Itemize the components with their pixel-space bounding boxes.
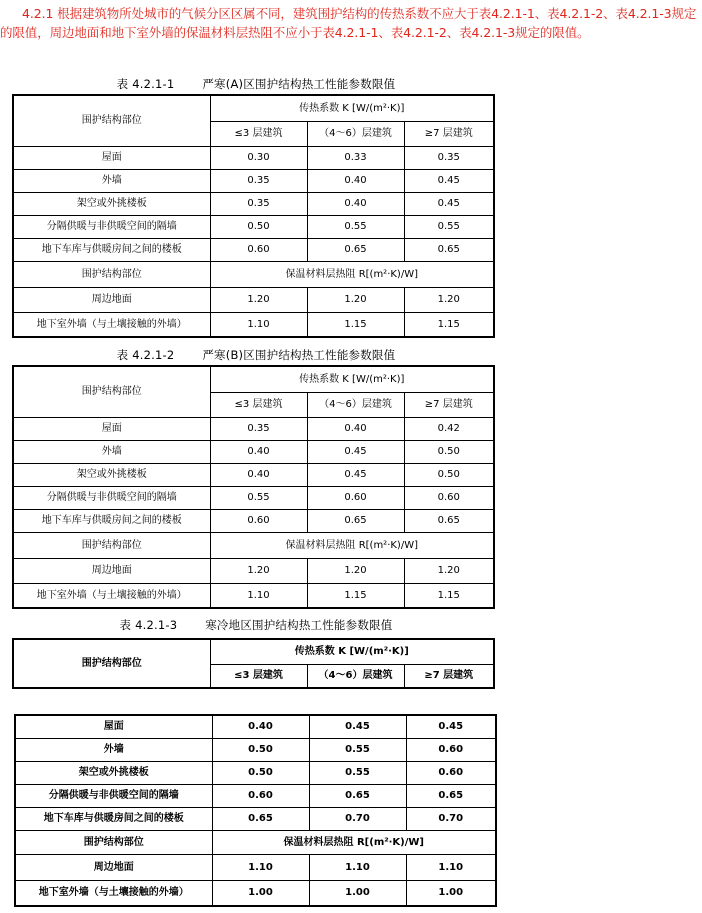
table1-caption [10,77,502,91]
table2-row-label: 地下室外墙（与土壤接触的外墙） [13,583,210,608]
table1-row-label: 地下车库与供暖房间之间的楼板 [13,238,210,261]
table3-cell: 0.70 [406,807,496,830]
table1-k-header: 传热系数 K [W/(m²·K)] [210,95,494,121]
table3-row-label: 外墙 [15,738,212,761]
table2-cell: 0.60 [404,486,494,509]
table3-cell: 0.65 [212,807,309,830]
table2-cell: 0.60 [307,486,404,509]
table1-cell: 0.40 [307,192,404,215]
table3-cell: 0.65 [309,784,406,807]
table2-subheader-1: ≤3 层建筑 [210,392,307,417]
table2-cell: 0.40 [307,417,404,440]
table2-cell: 0.40 [210,440,307,463]
table2-cell: 1.20 [404,558,494,583]
table2-subheader-2: （4～6）层建筑 [307,392,404,417]
table1-cell: 1.20 [210,287,307,312]
table1-cell: 0.35 [210,192,307,215]
table1-subheader-2: （4～6）层建筑 [307,121,404,146]
table2-cell: 0.35 [210,417,307,440]
table1-row-label: 分隔供暖与非供暖空间的隔墙 [13,215,210,238]
table2-cell: 0.65 [307,509,404,532]
table3-body [14,714,497,907]
table1-cell: 0.50 [210,215,307,238]
table1-cell: 0.45 [404,169,494,192]
table2-part-header: 围护结构部位 [13,366,210,417]
table1-cell: 1.20 [307,287,404,312]
table2-cell: 0.42 [404,417,494,440]
table3-cell: 0.65 [406,784,496,807]
table1-cell: 0.60 [210,238,307,261]
table3-cell: 1.10 [309,854,406,880]
table2-row-label: 周边地面 [13,558,210,583]
table1-row-label: 周边地面 [13,287,210,312]
table2-caption-number: 表 4.2.1-2 [116,348,175,362]
table2-row-label: 分隔供暖与非供暖空间的隔墙 [13,486,210,509]
table3-row-label: 地下室外墙（与土壤接触的外墙） [15,880,212,906]
table3-part-header: 围护结构部位 [13,639,210,688]
table1-r-header: 保温材料层热阻 R[(m²·K)/W] [210,261,494,287]
table1-cell: 0.30 [210,146,307,169]
table1-r-part-header: 围护结构部位 [13,261,210,287]
table2-r-part-header: 围护结构部位 [13,532,210,558]
table3-cell: 1.10 [406,854,496,880]
table3-cell: 0.55 [309,738,406,761]
table3-cell: 0.45 [309,715,406,738]
table3-header [12,638,495,689]
table1-cell: 0.33 [307,146,404,169]
table2-cell: 1.15 [404,583,494,608]
table3-caption-title: 寒冷地区围护结构热工性能参数限值 [205,618,393,632]
table3-cell: 0.60 [212,784,309,807]
table2-row-label: 屋面 [13,417,210,440]
table3-cell: 0.40 [212,715,309,738]
table3-row-label: 周边地面 [15,854,212,880]
table3-row-label: 架空或外挑楼板 [15,761,212,784]
table1-row-label: 地下室外墙（与土壤接触的外墙） [13,312,210,337]
table1-cell: 1.10 [210,312,307,337]
table3-row-label: 分隔供暖与非供暖空间的隔墙 [15,784,212,807]
table1-cell: 0.55 [307,215,404,238]
table1-cell: 0.40 [307,169,404,192]
table3-caption-number: 表 4.2.1-3 [119,618,178,632]
table3-cell: 0.50 [212,761,309,784]
table2-r-header: 保温材料层热阻 R[(m²·K)/W] [210,532,494,558]
table1-subheader-3: ≥7 层建筑 [404,121,494,146]
table1-cell: 0.65 [404,238,494,261]
table3-cell: 0.55 [309,761,406,784]
table1-row-label: 屋面 [13,146,210,169]
table3-cell: 0.60 [406,738,496,761]
table1-cell: 0.45 [404,192,494,215]
table2-cell: 0.55 [210,486,307,509]
table2-cell: 0.50 [404,463,494,486]
table3-r-header: 保温材料层热阻 R[(m²·K)/W] [212,830,496,854]
table3-k-header: 传热系数 K [W/(m²·K)] [210,639,494,664]
table1-part-header: 围护结构部位 [13,95,210,146]
table3-cell: 1.10 [212,854,309,880]
table3-row-label: 屋面 [15,715,212,738]
table2-cell: 1.10 [210,583,307,608]
table2-cell: 1.20 [307,558,404,583]
table3-subheader-1: ≤3 层建筑 [210,664,307,688]
table1-cell: 1.20 [404,287,494,312]
table3-row-label: 地下车库与供暖房间之间的楼板 [15,807,212,830]
table3-cell: 0.45 [406,715,496,738]
table1-caption-number: 表 4.2.1-1 [116,77,175,91]
table1-row-label: 外墙 [13,169,210,192]
table3-cell: 1.00 [406,880,496,906]
table3-cell: 0.70 [309,807,406,830]
table3-subheader-2: （4～6）层建筑 [307,664,404,688]
table3-subheader-3: ≥7 层建筑 [404,664,494,688]
table2-cell: 0.40 [210,463,307,486]
table3-cell: 0.60 [406,761,496,784]
table2-cell: 0.65 [404,509,494,532]
table2-row-label: 架空或外挑楼板 [13,463,210,486]
table2-cell: 0.45 [307,440,404,463]
table3-cell: 1.00 [212,880,309,906]
table1 [12,94,495,338]
table3-cell: 0.50 [212,738,309,761]
table2-row-label: 地下车库与供暖房间之间的楼板 [13,509,210,532]
table2-cell: 0.45 [307,463,404,486]
table2-cell: 0.60 [210,509,307,532]
table2-caption-title: 严寒(B)区围护结构热工性能参数限值 [202,348,396,362]
table2-k-header: 传热系数 K [W/(m²·K)] [210,366,494,392]
table3-caption [10,618,502,632]
table2-cell: 1.20 [210,558,307,583]
table2-subheader-3: ≥7 层建筑 [404,392,494,417]
table1-cell: 0.55 [404,215,494,238]
table2-cell: 1.15 [307,583,404,608]
table1-subheader-1: ≤3 层建筑 [210,121,307,146]
table1-row-label: 架空或外挑楼板 [13,192,210,215]
table1-cell: 1.15 [307,312,404,337]
table2-caption [10,348,502,362]
table3-r-part-header: 围护结构部位 [15,830,212,854]
table1-cell: 0.35 [210,169,307,192]
table3-cell: 1.00 [309,880,406,906]
table1-cell: 0.65 [307,238,404,261]
table1-caption-title: 严寒(A)区围护结构热工性能参数限值 [202,77,396,91]
table2-cell: 0.50 [404,440,494,463]
table2 [12,365,495,609]
table1-cell: 0.35 [404,146,494,169]
table2-row-label: 外墙 [13,440,210,463]
table1-cell: 1.15 [404,312,494,337]
intro-paragraph: 4.2.1 根据建筑物所处城市的气候分区区属不同，建筑围护结构的传热系数不应大于表4.2.1-1、表4.2.1-2、表4.2.1-3规定的限值，周边地面和地下室外墙的保温材料层热阻不应小于表4.2.1-1、表4.2.1-2、表4.2.1-3规定的限值。 [0,6,697,40]
